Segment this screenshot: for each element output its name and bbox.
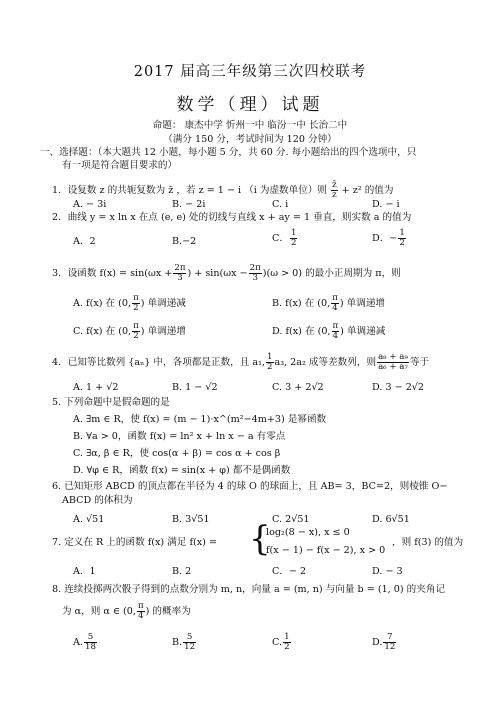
q8-b-pre: B.	[172, 637, 183, 648]
q4-g-den: a₆ + a₇	[378, 362, 408, 372]
exam-info: （满分 150 分，考试时间为 120 分钟）	[163, 134, 337, 145]
q1-option-b: B. − 2i	[172, 199, 206, 210]
q8-c-fraction	[283, 633, 290, 652]
q7-option-c: C．− 2	[272, 566, 307, 577]
q3-option-b	[272, 294, 385, 313]
question-6: 6. 已知矩形 ABCD 的顶点都在半径为 4 的球 O 的球面上，且 AB= 3，BC=2，则棱锥 O−	[52, 481, 448, 492]
q4-option-a: A. 1 + √2	[73, 382, 119, 393]
question-1	[52, 181, 394, 200]
q3-a-post: ) 单调递减	[140, 298, 186, 309]
q8-c-pre: C.	[272, 637, 283, 648]
q3-d-den: 4	[332, 331, 339, 341]
q6-option-b: B. 3√51	[172, 514, 210, 525]
question-7-stem-a: 7. 定义在 R 上的函数 f(x) 满足 f(x) =	[52, 537, 218, 548]
q4-g-num: a₈ + a₉	[378, 352, 408, 362]
q3-a-den: 2	[133, 303, 139, 313]
q3-f2-num: 2π	[249, 263, 261, 273]
q3-stem-b: ) + sin(ωx −	[187, 268, 248, 279]
q3-f1-den: 3	[177, 273, 183, 283]
q2-option-d-label: D．−	[372, 233, 398, 244]
q3-option-c	[73, 322, 186, 341]
q3-b-fraction	[331, 294, 339, 313]
q4-stem-c: 等于	[409, 357, 430, 368]
q3-c-fraction	[132, 322, 140, 341]
q6-option-c: C. 2√51	[272, 514, 310, 525]
q2-option-a: A．2	[73, 236, 96, 247]
q1-option-a: A. − 3i	[73, 199, 107, 210]
q4-option-c: C. 3 + 2√2	[272, 382, 324, 393]
q3-d-num: π	[332, 321, 339, 331]
q1-option-d: D. − i	[372, 199, 400, 210]
q3-c-num: π	[133, 321, 139, 331]
q3-a-num: π	[133, 293, 139, 303]
q3-a-pre: A. f(x) 在 (0,	[73, 298, 132, 309]
q2-option-c-label: C．	[272, 233, 289, 244]
q2-d-fraction	[398, 229, 405, 248]
q4-stem-b: a₃, 2a₂ 成等差数列，则	[274, 357, 377, 368]
q5-option-a: A. ∃m ∈ R，使 f(x) = (m − 1)·x^(m²−4m+3) 是幂函数	[73, 414, 327, 425]
q1-stem: 1．设复数 z 的共轭复数为 z̄ ，若 z = 1 − i （i 为虚数单位）则	[52, 185, 328, 196]
authors-line: 命题： 康杰中学 忻州一中 临汾一中 长治二中	[152, 120, 348, 131]
q4-frac-ratio	[377, 353, 409, 372]
q4-frac-half	[266, 353, 273, 372]
q6-option-a: A. √51	[73, 514, 105, 525]
q3-b-num: π	[332, 293, 338, 303]
question-5: 5. 下列命题中是假命题的是	[52, 397, 170, 408]
q1-fraction	[331, 181, 338, 200]
q8-d-num: 7	[383, 633, 396, 643]
question-6-cont: ABCD 的体积为	[62, 495, 133, 506]
q3-frac-2	[249, 264, 262, 283]
q4-f-den: 2	[267, 362, 273, 372]
q3-a-fraction	[132, 294, 140, 313]
q8-stem2-a: 为 α，则 α ∈ (0,	[62, 606, 136, 617]
question-8-cont	[62, 602, 191, 621]
question-2: 2．曲线 y = x ln x 在点 (e, e) 处的切线与直线 x + ay = 1 垂直，则实数 a 的值为	[52, 212, 412, 223]
q8-b-den: 12	[184, 642, 196, 652]
q8-option-d	[372, 633, 397, 652]
q3-f2-den: 3	[252, 273, 258, 283]
q4-stem-a: 4．已知等比数列 {aₙ} 中，各项都是正数，且 a₁,	[52, 357, 266, 368]
q6-option-d: D. 6√51	[372, 514, 410, 525]
q8-c-den: 2	[284, 642, 290, 652]
question-7-stem-b: ，则 f(3) 的值为	[392, 537, 464, 548]
subject-title: 数学（理）试题	[176, 95, 324, 115]
q1-option-c: C. i	[272, 199, 289, 210]
q8-frac	[137, 602, 145, 621]
q3-option-a	[73, 294, 186, 313]
q8-s-num: π	[137, 601, 144, 611]
q3-c-post: ) 单调递增	[140, 326, 186, 337]
q4-f-num: 1	[267, 352, 273, 362]
q2-option-d	[372, 229, 407, 248]
q3-d-pre: D. f(x) 在 (0,	[272, 326, 331, 337]
q8-option-a	[73, 633, 98, 652]
q2-c-num: 1	[290, 228, 297, 238]
q2-option-b: B.−2	[172, 236, 197, 247]
q5-option-b: B. ∀a > 0，函数 f(x) = ln² x + ln x − a 有零点	[73, 431, 286, 442]
q7-option-b: B. 2	[172, 566, 192, 577]
q3-c-pre: C. f(x) 在 (0,	[73, 326, 132, 337]
q7-piece-2: f(x − 1) − f(x − 2), x > 0	[266, 545, 386, 556]
q2-option-c	[272, 229, 298, 248]
exam-title: 2017 届高三年级第三次四校联考	[133, 64, 367, 80]
q3-stem-c: )(ω > 0) 的最小正周期为 π，则	[262, 268, 401, 279]
q8-b-fraction	[183, 633, 196, 652]
q8-a-num: 5	[84, 633, 97, 643]
q5-option-d: D. ∀φ ∈ R，函数 f(x) = sin(x + φ) 都不是偶函数	[73, 465, 291, 476]
q8-a-pre: A.	[73, 637, 83, 648]
q2-d-num: 1	[399, 228, 405, 238]
piecewise-brace-icon: {	[249, 519, 271, 559]
q5-option-c: C. ∃α, β ∈ R，使 cos(α + β) = cos α + cos β	[73, 448, 281, 459]
q8-s-den: 4	[138, 611, 144, 621]
q8-c-num: 1	[284, 632, 290, 642]
q3-f1-num: 2π	[174, 263, 186, 273]
q7-piece-1: log₂(8 − x), x ≤ 0	[266, 527, 350, 538]
question-3	[52, 264, 401, 283]
question-8: 8. 连续投掷两次骰子得到的点数分别为 m, n，向量 a = (m, n) 与向量 b = (1, 0) 的夹角记	[52, 584, 446, 595]
q3-stem-a: 3．设函数 f(x) = sin(ωx +	[52, 268, 173, 279]
q2-c-den: 2	[290, 238, 297, 248]
q8-a-fraction	[84, 633, 97, 652]
q7-option-d: D. − 3	[372, 566, 403, 577]
q8-a-den: 18	[84, 642, 96, 652]
q3-c-den: 2	[133, 331, 139, 341]
q8-option-c	[272, 633, 292, 652]
q3-option-d	[272, 322, 385, 341]
q2-d-den: 2	[399, 238, 405, 248]
q8-d-den: 12	[384, 642, 396, 652]
question-4	[52, 353, 429, 372]
q3-frac-1	[173, 264, 186, 283]
section-heading-cont: 有一项是符合题目要求的）	[62, 160, 178, 171]
q8-d-fraction	[383, 633, 396, 652]
q4-option-b: B. 1 − √2	[172, 382, 218, 393]
section-heading: 一、选择题：（本大题共 12 小题，每小题 5 分，共 60 分. 每小题给出的四个选项中，只	[40, 147, 417, 158]
q8-option-b	[172, 633, 197, 652]
q2-c-fraction	[290, 229, 297, 248]
q1-tail: + z² 的值为	[341, 185, 394, 196]
q3-d-post: ) 单调递减	[340, 326, 386, 337]
q3-d-fraction	[332, 322, 340, 341]
q1-frac-num: z̄	[332, 180, 337, 190]
q3-b-post: ) 单调递增	[339, 298, 386, 309]
q8-b-num: 5	[183, 633, 196, 643]
q1-frac-den: z	[332, 190, 337, 200]
q3-b-pre: B. f(x) 在 (0,	[272, 298, 331, 309]
q7-option-a: A．1	[73, 566, 96, 577]
q8-d-pre: D.	[372, 637, 383, 648]
q3-b-den: 4	[332, 303, 338, 313]
q8-stem2-b: ) 的概率为	[145, 606, 191, 617]
q4-option-d: D. 3 − 2√2	[372, 382, 425, 393]
